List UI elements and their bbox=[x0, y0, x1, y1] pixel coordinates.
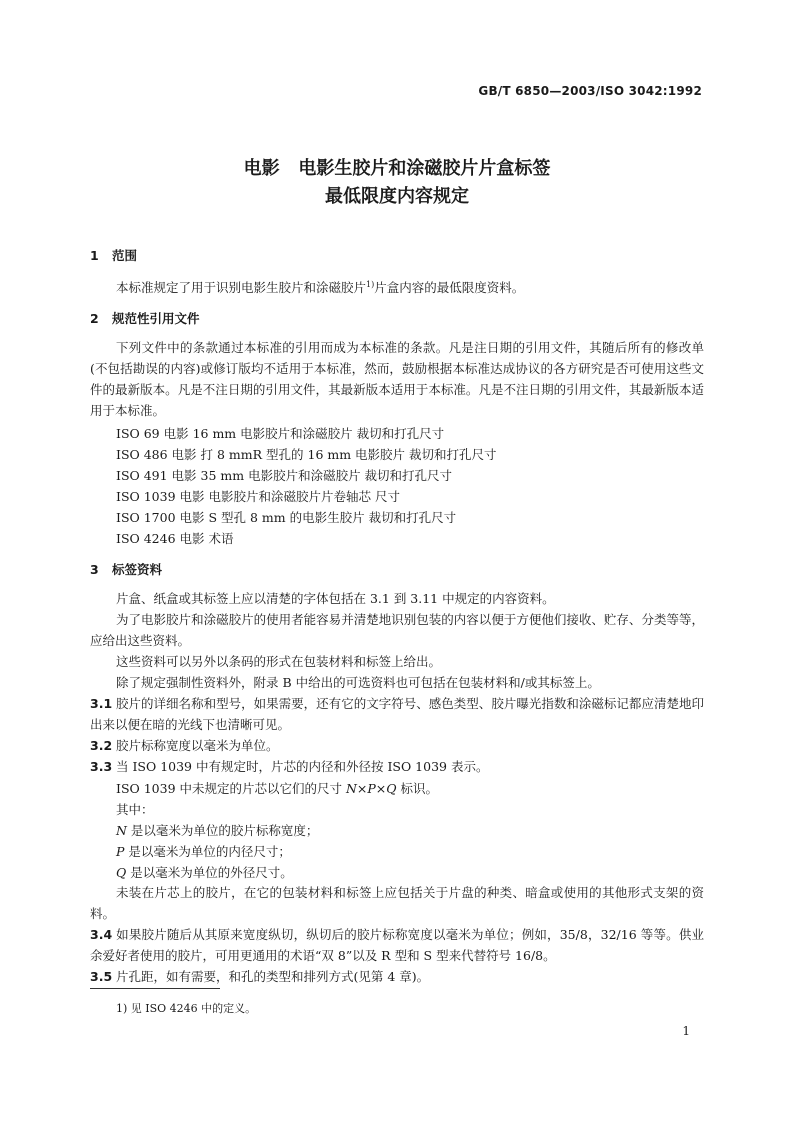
section-3-heading bbox=[90, 560, 162, 578]
reference-item: ISO 1039 电影 电影胶片和涂磁胶片片卷轴芯 尺寸 bbox=[116, 489, 400, 504]
core-text-end: 标识。 bbox=[396, 781, 439, 796]
core-text: ISO 1039 中未规定的片芯以它们的尺寸 bbox=[116, 781, 346, 796]
clause-text: 如果胶片随后从其原来宽度纵切，纵切后的胶片标称宽度以毫米为单位；例如，35/8，32/16 等等。供业余爱好者使用的胶片，可用更通用的术语“双 8”以及 R 型和 S 型来代替符号 16/8。 bbox=[90, 927, 704, 963]
section-title: 标签资料 bbox=[112, 562, 163, 577]
section-number: 1 bbox=[90, 248, 99, 263]
section-number: 3 bbox=[90, 562, 99, 577]
clause-number: 3.4 bbox=[90, 927, 113, 942]
reference-item: ISO 4246 电影 术语 bbox=[116, 531, 234, 546]
section-2-heading bbox=[90, 309, 200, 327]
section-title: 规范性引用文件 bbox=[112, 311, 200, 326]
clause-text: 胶片的详细名称和型号，如果需要，还有它的文字符号、感色类型、胶片曝光指数和涂磁标记都应清楚地印出来以便在暗的光线下也清晰可见。 bbox=[90, 696, 704, 732]
label-info-paragraph-2: 为了电影胶片和涂磁胶片的使用者能容易并清楚地识别包装的内容以便于方便他们接收、贮存、分类等等，应给出这些资料。 bbox=[90, 612, 704, 648]
clause-3-2 bbox=[90, 735, 704, 756]
label-info-paragraph-4: 除了规定强制性资料外，附录 B 中给出的可选资料也可包括在包装材料和/或其标签上。 bbox=[116, 675, 600, 690]
footnote: 1) 见 ISO 4246 中的定义。 bbox=[116, 1002, 257, 1015]
variable-n-text: 是以毫米为单位的胶片标称宽度； bbox=[126, 823, 319, 838]
footnote-marker: 1) bbox=[366, 280, 375, 289]
scope-paragraph bbox=[90, 274, 704, 298]
variable-n: N bbox=[116, 823, 127, 838]
variable-p-definition bbox=[116, 842, 291, 860]
clause-3-3-unmounted-film: 未装在片芯上的胶片，在它的包装材料和标签上应包括关于片盘的种类、暗盒或使用的其他形式支架的资料。 bbox=[90, 885, 704, 921]
scope-text-a: 本标准规定了用于识别电影生胶片和涂磁胶片 bbox=[116, 280, 367, 295]
reference-item: ISO 69 电影 16 mm 电影胶片和涂磁胶片 裁切和打孔尺寸 bbox=[116, 426, 445, 441]
clause-number: 3.5 bbox=[90, 969, 113, 984]
reference-item: ISO 491 电影 35 mm 电影胶片和涂磁胶片 裁切和打孔尺寸 bbox=[116, 468, 453, 483]
variable-q: Q bbox=[116, 865, 127, 880]
clause-number: 3.2 bbox=[90, 738, 113, 753]
normative-references-paragraph: 下列文件中的条款通过本标准的引用而成为本标准的条款。凡是注日期的引用文件，其随后所有的修改单(不包括勘误的内容)或修订版均不适用于本标准，然而，鼓励根据本标准达成协议的各方研究是否可使用这些文件的最新版本。凡是不注日期的引用文件，其最新版本适用于本标准。凡是不注日期的引用文件，其最新版本适用于本标准。 bbox=[90, 340, 704, 418]
standard-code-header: GB/T 6850—2003/ISO 3042:1992 bbox=[478, 84, 702, 98]
variable-n-definition bbox=[116, 821, 318, 839]
document-title-line1: 电影 电影生胶片和涂磁胶片片盒标签 bbox=[243, 158, 551, 179]
section-number: 2 bbox=[90, 311, 99, 326]
clause-text: 当 ISO 1039 中有规定时，片芯的内径和外径按 ISO 1039 表示。 bbox=[116, 759, 489, 774]
variable-p: P bbox=[116, 844, 125, 859]
reference-item: ISO 1700 电影 S 型孔 8 mm 的电影生胶片 裁切和打孔尺寸 bbox=[116, 510, 457, 525]
clause-number: 3.3 bbox=[90, 759, 113, 774]
scope-text-b: 片盒内容的最低限度资料。 bbox=[374, 280, 525, 295]
clause-3-1 bbox=[90, 693, 704, 735]
section-title: 范围 bbox=[112, 248, 138, 263]
label-info-paragraph-1: 片盒、纸盒或其标签上应以清楚的字体包括在 3.1 到 3.11 中规定的内容资料。 bbox=[116, 591, 555, 606]
variable-p-text: 是以毫米为单位的内径尺寸； bbox=[124, 844, 291, 859]
footnote-divider bbox=[90, 988, 220, 989]
section-1-heading bbox=[90, 246, 137, 264]
label-info-paragraph-3: 这些资料可以另外以条码的形式在包装材料和标签上给出。 bbox=[116, 654, 442, 669]
clause-text: 片孔距，如有需要，和孔的类型和排列方式(见第 4 章)。 bbox=[116, 969, 430, 984]
core-formula: N×P×Q bbox=[345, 781, 397, 796]
variable-q-definition bbox=[116, 863, 293, 881]
document-title-line2: 最低限度内容规定 bbox=[325, 186, 469, 207]
reference-item: ISO 486 电影 打 8 mmR 型孔的 16 mm 电影胶片 裁切和打孔尺寸 bbox=[116, 447, 497, 462]
clause-3-4 bbox=[90, 924, 704, 966]
clause-3-5 bbox=[90, 966, 704, 987]
clause-number: 3.1 bbox=[90, 696, 113, 711]
clause-3-3 bbox=[90, 756, 704, 777]
clause-text: 胶片标称宽度以毫米为单位。 bbox=[116, 738, 279, 753]
clause-3-3-core-dimension bbox=[116, 779, 438, 797]
where-label: 其中： bbox=[116, 802, 154, 817]
variable-q-text: 是以毫米为单位的外径尺寸。 bbox=[126, 865, 293, 880]
page-number: 1 bbox=[682, 1024, 690, 1038]
